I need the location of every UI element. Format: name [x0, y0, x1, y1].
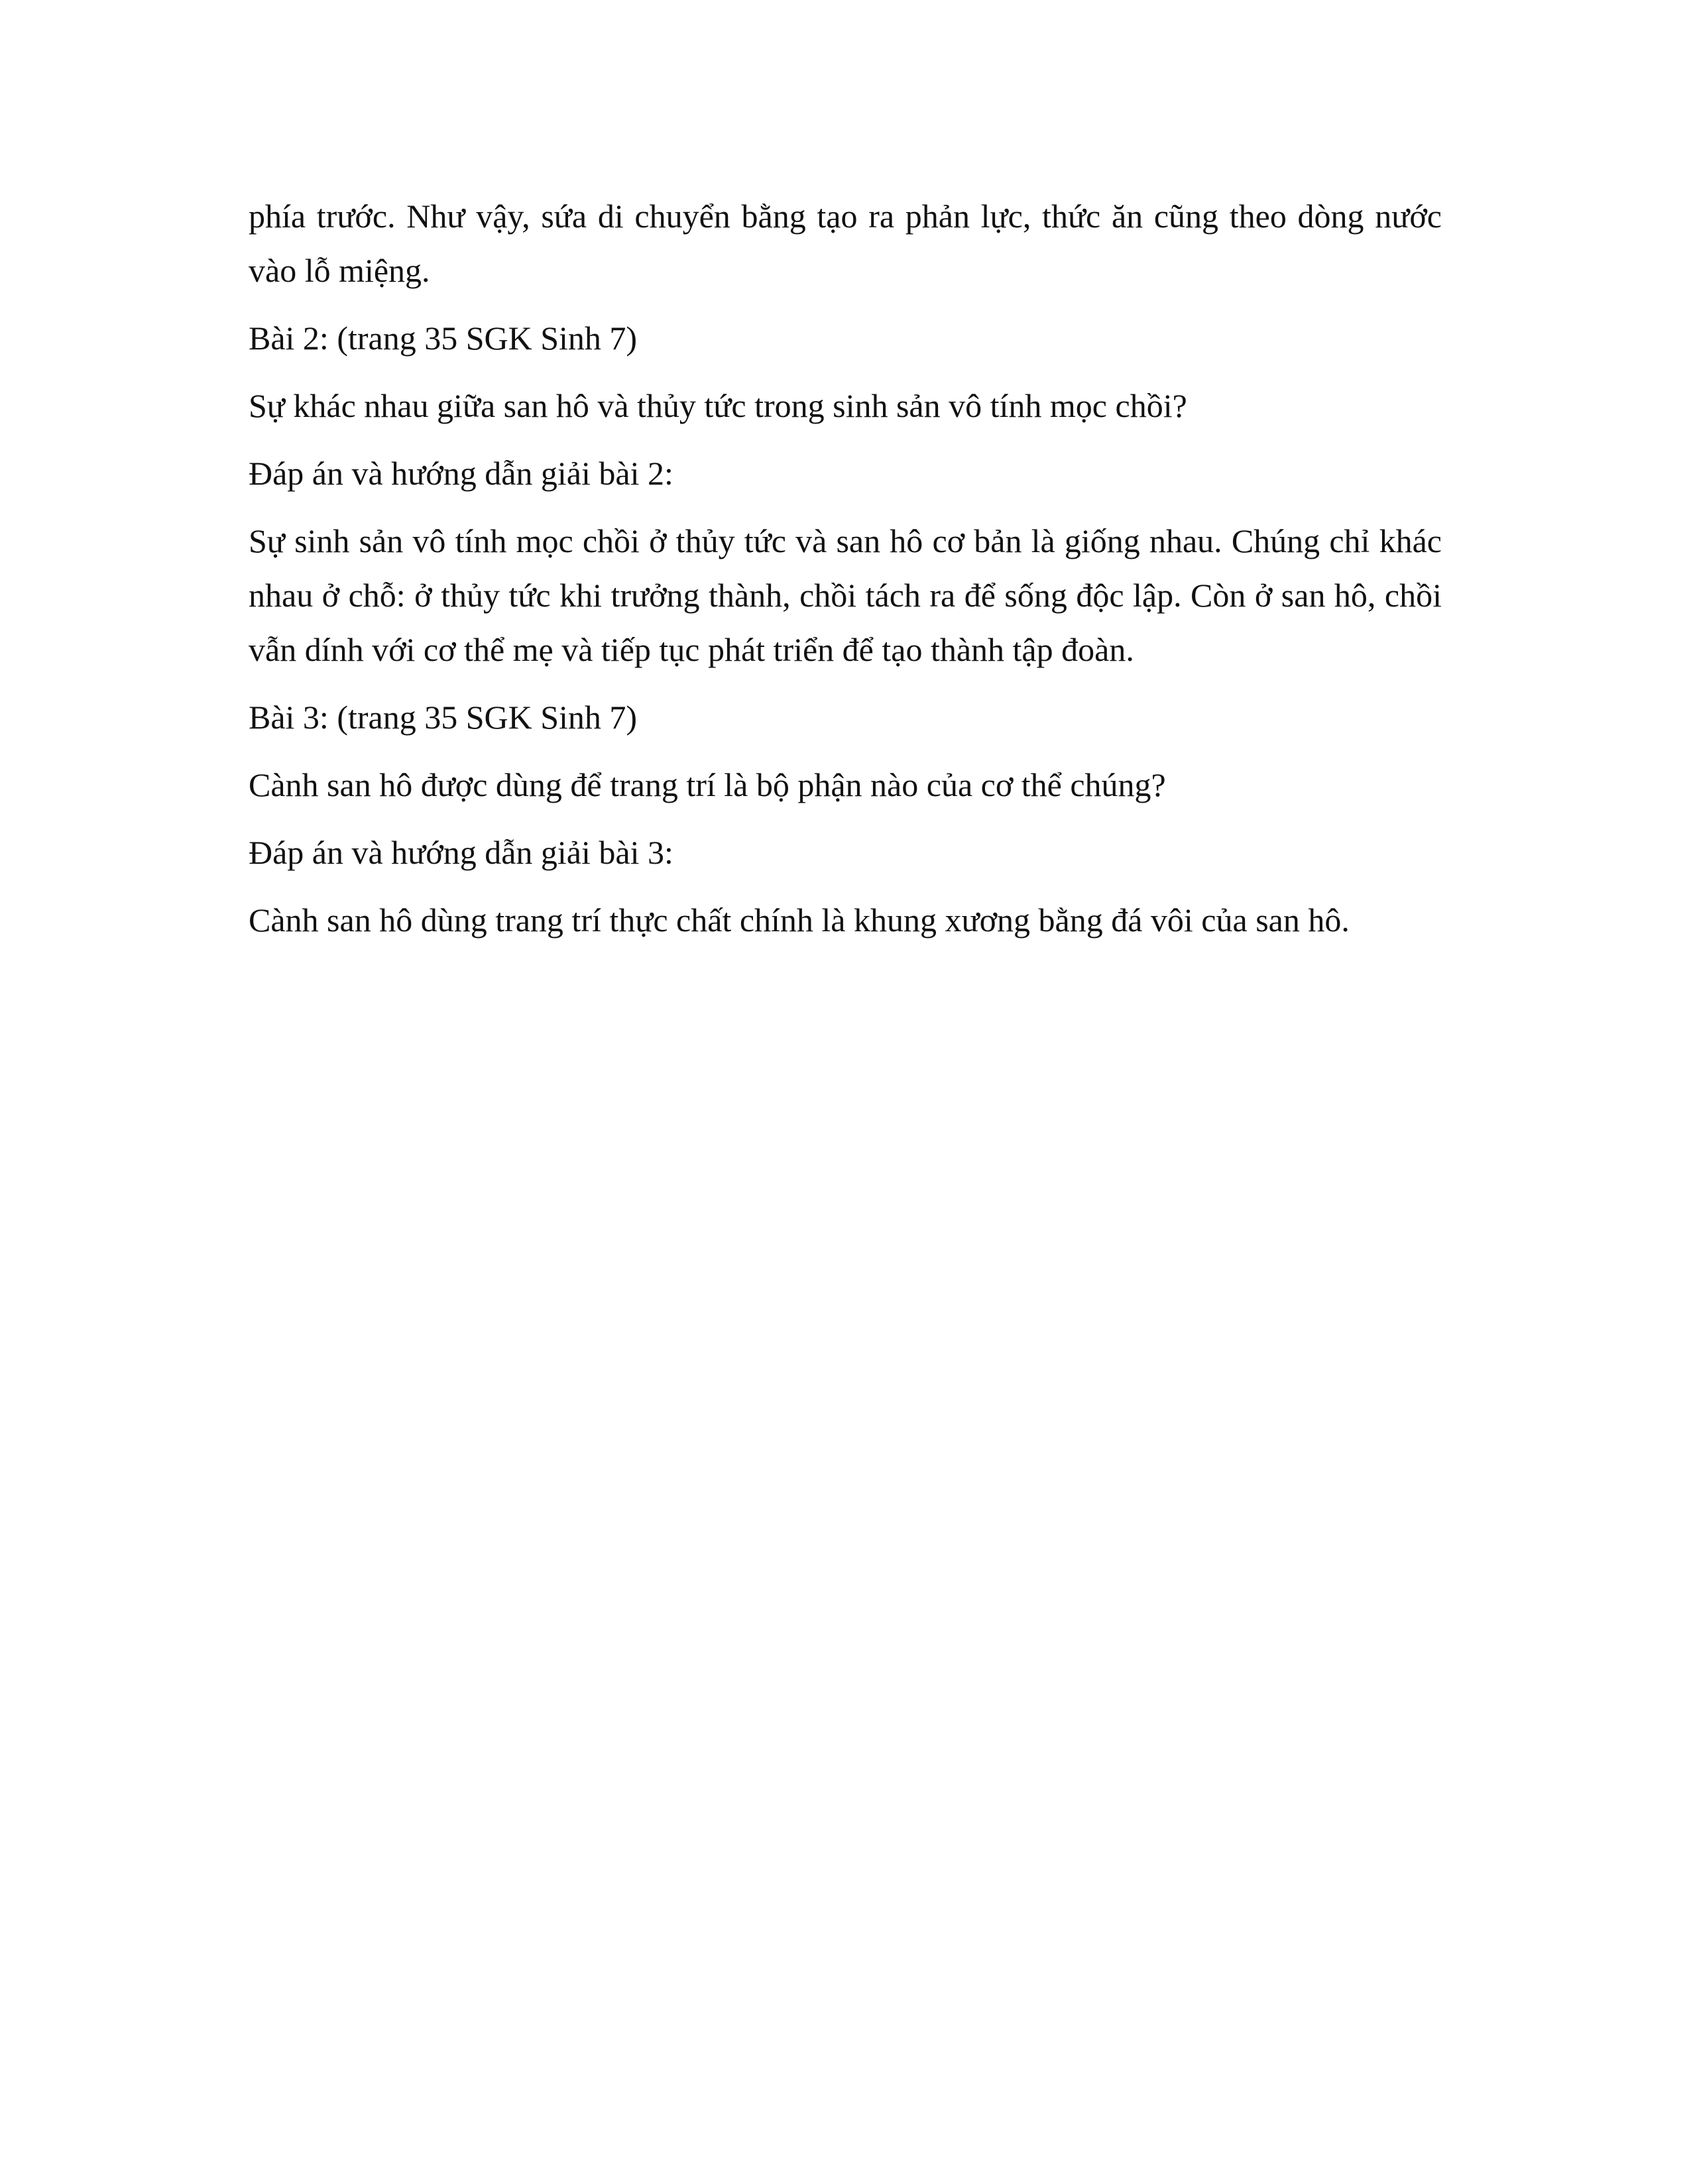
question-3-heading: Bài 3: (trang 35 SGK Sinh 7)	[249, 699, 638, 736]
question-2-heading: Bài 2: (trang 35 SGK Sinh 7)	[249, 319, 638, 357]
answer-3-text: Cành san hô dùng trang trí thực chất chính là khung xương bằng đá vôi của san hô.	[249, 901, 1350, 939]
document-page	[249, 189, 1442, 960]
answer-2-heading: Đáp án và hướng dẫn giải bài 2:	[249, 455, 673, 492]
answer-2-text: Sự sinh sản vô tính mọc chồi ở thủy tức và san hô cơ bản là giống nhau. Chúng chỉ khác nhau ở chỗ: ở thủy tức khi trưởng thành, chồi tách ra để sống độc lập. Còn ở san hô, chồi vẫn dính với cơ thể mẹ và tiếp tục phát triển để tạo thành tập đoàn.	[249, 522, 1442, 668]
question-3-text: Cành san hô được dùng để trang trí là bộ phận nào của cơ thể chúng?	[249, 766, 1166, 803]
question-2-text: Sự khác nhau giữa san hô và thủy tức trong sinh sản vô tính mọc chồi?	[249, 387, 1187, 424]
paragraph-continuation: phía trước. Như vậy, sứa di chuyển bằng tạo ra phản lực, thức ăn cũng theo dòng nước vào lỗ miệng.	[249, 198, 1442, 289]
answer-3-heading: Đáp án và hướng dẫn giải bài 3:	[249, 834, 673, 871]
